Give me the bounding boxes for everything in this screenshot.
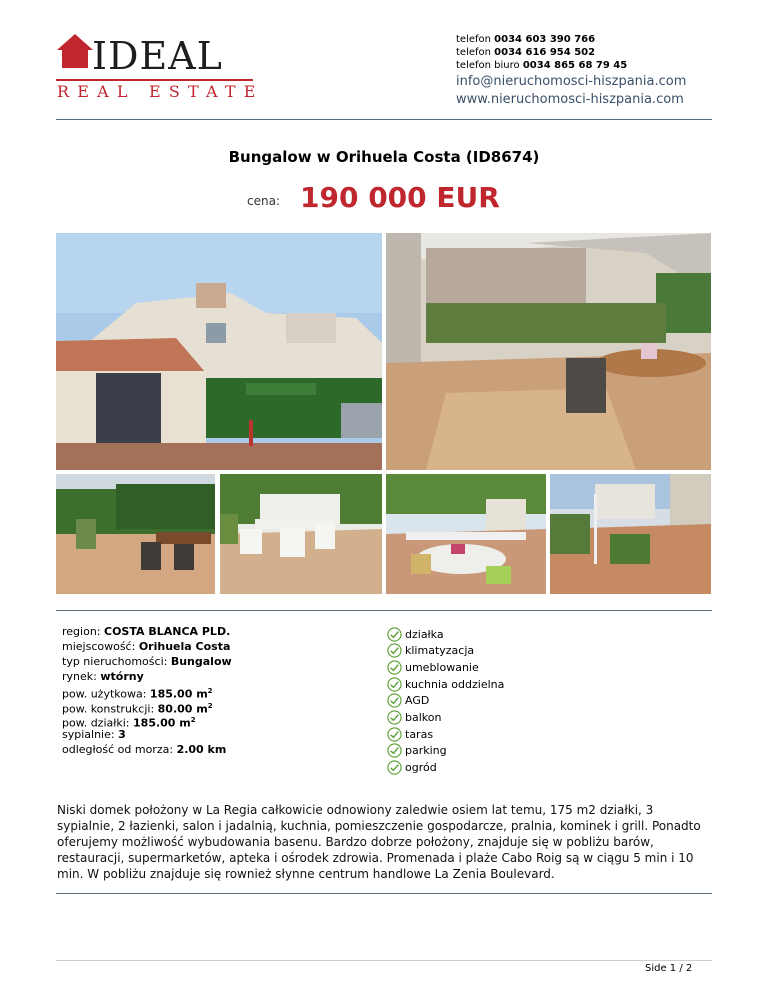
feature-item: umeblowanie [387,660,479,676]
detail-build-area: pow. konstrukcji: 80.00 $m^2$ [62,702,213,716]
house-logo-icon [56,33,94,69]
phone-line-3: telefon biuro 0034 865 68 79 45 [456,60,628,71]
photos-divider [56,610,712,611]
check-icon [387,643,402,658]
logo-divider [56,79,253,81]
detail-usable-area: pow. użytkowa: 185.00 $m^2$ [62,687,213,701]
feature-item: klimatyzacja [387,643,474,659]
feature-item: taras [387,727,433,743]
photo-patio-3[interactable] [386,474,546,594]
logo-subtitle: REAL ESTATE [57,82,264,101]
detail-bedrooms: sypialnie: 3 [62,728,126,741]
phone-number-2[interactable]: 0034 616 954 502 [494,47,596,58]
feature-item: działka [387,627,444,643]
check-icon [387,727,402,742]
detail-sea-distance: odległość od morza: 2.00 km [62,743,227,756]
photo-patio-2[interactable] [220,474,382,594]
phone-line-2: telefon 0034 616 954 502 [456,47,596,58]
check-icon [387,710,402,725]
detail-region: region: COSTA BLANCA PLD. [62,625,231,638]
photo-terrace-large[interactable] [386,233,711,470]
phone-line-1: telefon 0034 603 390 766 [456,34,596,45]
detail-town: miejscowość: Orihuela Costa [62,640,231,653]
check-icon [387,743,402,758]
feature-item: balkon [387,710,441,726]
listing-description: Niski domek położony w La Regia całkowicie odnowiony zaledwie osiem lat temu, 175 m2 działki, 3 sypialnie, 2 łazienki, salon i jadalnią, kuchnia, pomieszczenie gospodarcze, pralnia, kominek i grill. Ponadto oferujemy możliwość wybudowania basenu. Bardzo dobrze położony, znajduje się w pobliżu barów, restauracji, supermarketów, apteka i ośrodek zdrowia. Promenada i plaże Cabo Roig są w ciągu 5 min i 10 min. W pobliżu znajduje się rownież słynne centrum handlowe La Zenia Boulevard. [57,803,701,881]
footer-divider [56,960,712,961]
check-icon [387,627,402,642]
feature-item: AGD [387,693,429,709]
check-icon [387,693,402,708]
photo-facade[interactable] [56,233,382,470]
logo-wordmark: IDEAL [92,34,223,78]
check-icon [387,677,402,692]
price-label: cena: [247,194,280,208]
feature-item: parking [387,743,447,759]
header-divider [56,119,712,120]
email-link[interactable]: info@nieruchomosci-hiszpania.com [456,74,687,89]
detail-property-type: typ nieruchomości: Bungalow [62,655,232,668]
detail-plot-area: pow. działki: 185.00 $m^2$ [62,716,196,730]
photo-patio-4[interactable] [550,474,711,594]
feature-item: ogród [387,760,437,776]
feature-item: kuchnia oddzielna [387,677,504,693]
price-value: 190 000 EUR [300,181,500,214]
description-divider [56,893,712,894]
website-link[interactable]: www.nieruchomosci-hiszpania.com [456,92,684,107]
phone-number-3[interactable]: 0034 865 68 79 45 [522,60,628,71]
listing-title: Bungalow w Orihuela Costa (ID8674) [228,148,540,166]
detail-market: rynek: wtórny [62,670,144,683]
photo-patio-1[interactable] [56,474,215,594]
phone-number-1[interactable]: 0034 603 390 766 [494,34,596,45]
check-icon [387,760,402,775]
page-number: Side 1 / 2 [645,963,693,974]
check-icon [387,660,402,675]
